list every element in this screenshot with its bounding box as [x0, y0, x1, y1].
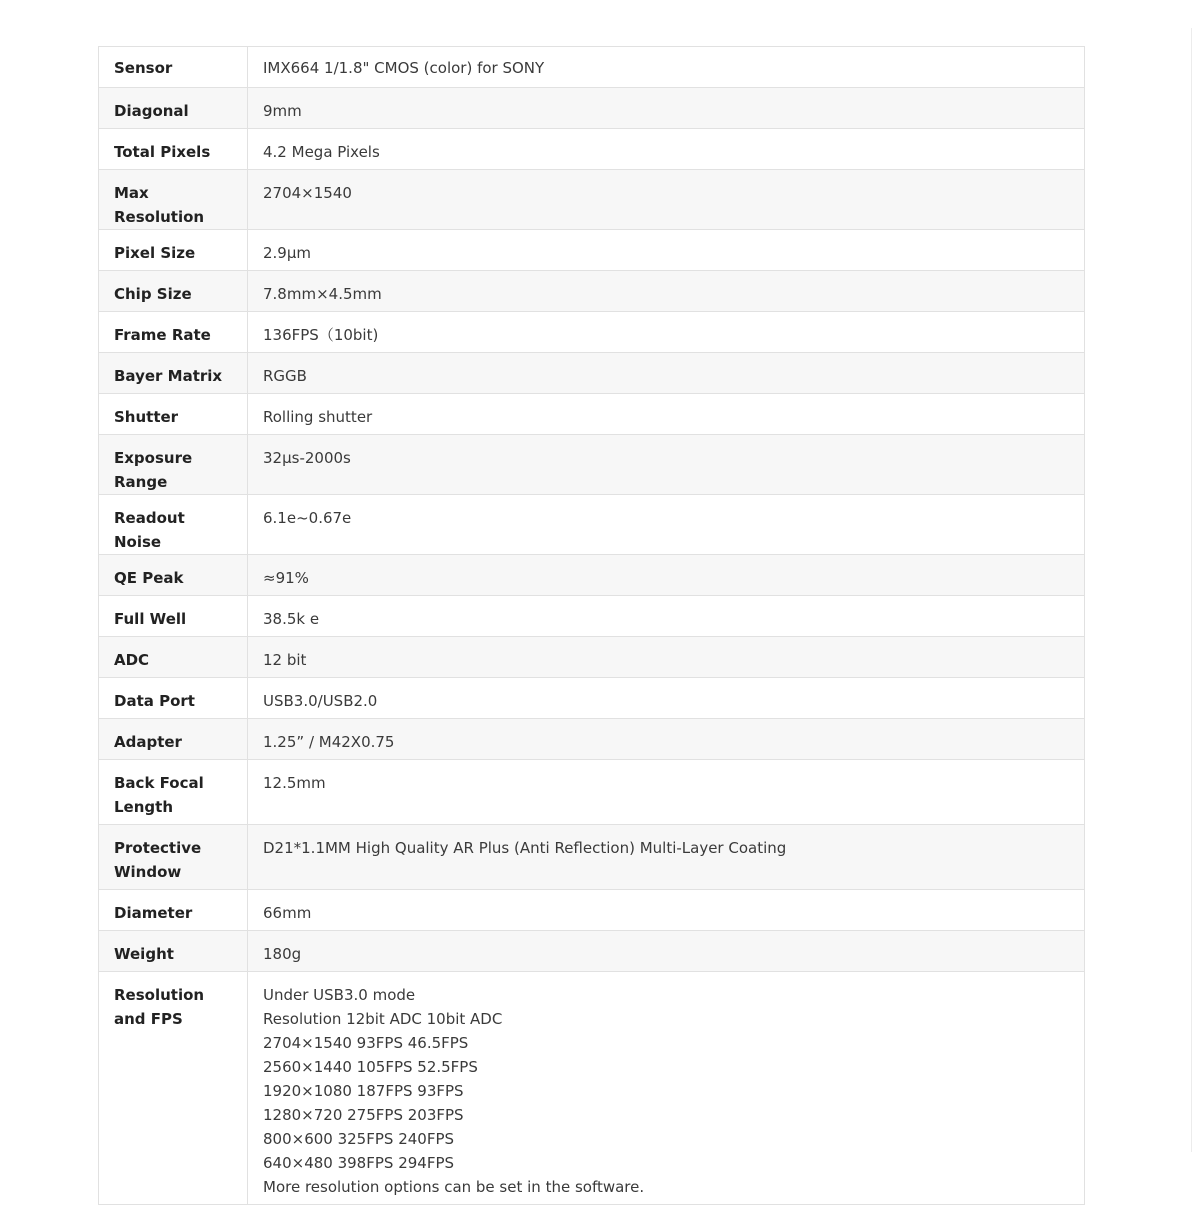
spec-row-diagonal [99, 88, 1085, 129]
spec-label: Full Well [99, 596, 248, 637]
spec-label: Total Pixels [99, 129, 248, 170]
spec-row-resolution-and-fps [99, 972, 1085, 1205]
spec-value-line: 2704×1540 93FPS 46.5FPS [263, 1034, 469, 1052]
spec-row-shutter [99, 394, 1085, 435]
spec-value: Rolling shutter [248, 394, 1085, 435]
spec-label: QE Peak [99, 555, 248, 596]
spec-value: 7.8mm×4.5mm [248, 271, 1085, 312]
spec-value: 32μs-2000s [248, 435, 1085, 495]
spec-label: ADC [99, 637, 248, 678]
spec-value: 1.25” / M42X0.75 [248, 719, 1085, 760]
spec-label: Diameter [99, 890, 248, 931]
spec-value-line: 1280×720 275FPS 203FPS [263, 1106, 464, 1124]
spec-row-adc [99, 637, 1085, 678]
spec-row-max-resolution [99, 170, 1085, 230]
spec-value: 180g [248, 931, 1085, 972]
spec-value-line: 640×480 398FPS 294FPS [263, 1154, 455, 1172]
spec-label: Data Port [99, 678, 248, 719]
spec-row-data-port [99, 678, 1085, 719]
spec-row-back-focal-length [99, 760, 1085, 825]
spec-label: Resolution and FPS [99, 972, 248, 1205]
spec-row-bayer-matrix [99, 353, 1085, 394]
spec-label: Sensor [99, 47, 248, 88]
spec-label: Shutter [99, 394, 248, 435]
spec-label: Chip Size [99, 271, 248, 312]
spec-value: ≈91% [248, 555, 1085, 596]
spec-row-exposure-range [99, 435, 1085, 495]
spec-row-frame-rate [99, 312, 1085, 353]
spec-row-diameter [99, 890, 1085, 931]
spec-row-readout-noise [99, 495, 1085, 555]
spec-label: Weight [99, 931, 248, 972]
spec-label: Max Resolution [99, 170, 248, 230]
spec-label: Diagonal [99, 88, 248, 129]
spec-label: Back Focal Length [99, 760, 248, 825]
spec-label: Adapter [99, 719, 248, 760]
spec-label: Pixel Size [99, 230, 248, 271]
spec-value: RGGB [248, 353, 1085, 394]
spec-value: 12 bit [248, 637, 1085, 678]
spec-value-multiline [248, 972, 1085, 1205]
spec-row-pixel-size [99, 230, 1085, 271]
scrollbar-track[interactable] [1191, 28, 1200, 1152]
spec-row-full-well [99, 596, 1085, 637]
spec-row-chip-size [99, 271, 1085, 312]
spec-value: 38.5k e [248, 596, 1085, 637]
spec-value: D21*1.1MM High Quality AR Plus (Anti Reflection) Multi-Layer Coating [248, 825, 1085, 890]
spec-value: 9mm [248, 88, 1085, 129]
spec-label: Frame Rate [99, 312, 248, 353]
spec-value: 2.9μm [248, 230, 1085, 271]
spec-value: 66mm [248, 890, 1085, 931]
spec-row-weight [99, 931, 1085, 972]
spec-value-line: 800×600 325FPS 240FPS [263, 1130, 455, 1148]
spec-value-line: Resolution 12bit ADC 10bit ADC [263, 1010, 503, 1028]
spec-value: 2704×1540 [248, 170, 1085, 230]
spec-value-line: Under USB3.0 mode [263, 986, 416, 1004]
spec-label: Exposure Range [99, 435, 248, 495]
spec-value-line: 2560×1440 105FPS 52.5FPS [263, 1058, 478, 1076]
spec-value: 6.1e~0.67e [248, 495, 1085, 555]
spec-label: Readout Noise [99, 495, 248, 555]
spec-value: 136FPS（10bit) [248, 312, 1085, 353]
spec-value: USB3.0/USB2.0 [248, 678, 1085, 719]
spec-row-total-pixels [99, 129, 1085, 170]
spec-value: 12.5mm [248, 760, 1085, 825]
spec-value-line: 1920×1080 187FPS 93FPS [263, 1082, 464, 1100]
spec-value-line: More resolution options can be set in the software. [263, 1178, 645, 1196]
spec-table [98, 46, 1085, 1205]
spec-row-protective-window [99, 825, 1085, 890]
spec-row-qe-peak [99, 555, 1085, 596]
spec-row-sensor [99, 47, 1085, 88]
spec-value: IMX664 1/1.8" CMOS (color) for SONY [248, 47, 1085, 88]
spec-label: Bayer Matrix [99, 353, 248, 394]
spec-label: Protective Window [99, 825, 248, 890]
spec-value: 4.2 Mega Pixels [248, 129, 1085, 170]
spec-row-adapter [99, 719, 1085, 760]
